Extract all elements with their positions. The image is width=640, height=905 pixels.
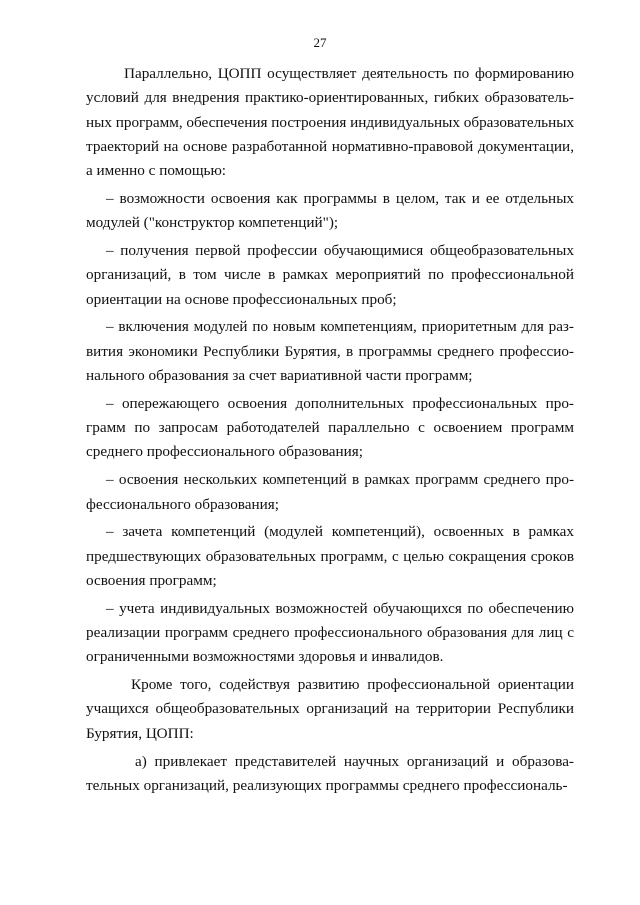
document-body [86,62,574,798]
text-line: учащихся общеобразовательных организаций на территории Республики [86,700,574,718]
text-line: – получения первой профессии обучающимися общеобразовательных [106,242,574,260]
text-line: – зачета компетенций (модулей компетенций), освоенных в рамках [106,523,574,541]
text-line: – возможности освоения как программы в целом, так и ее отдельных [106,189,574,207]
paragraph [86,239,574,312]
text-line: Параллельно, ЦОПП осуществляет деятельность по формированию [124,65,574,82]
text-line: модулей ("конструктор компетенций"); [86,214,339,232]
text-line: условий для внедрения практико-ориентированных, гибких образователь- [86,89,574,107]
paragraph [86,673,574,746]
paragraph [86,392,574,465]
text-line: среднего профессионального образования; [86,443,363,461]
text-line: ориентации на основе профессиональных проб; [86,290,397,308]
paragraph [86,597,574,670]
text-line: – опережающего освоения дополнительных профессиональных про- [106,394,574,412]
text-line: – учета индивидуальных возможностей обучающихся по обеспечению [106,599,574,617]
paragraph [86,315,574,388]
text-line: траекторий на основе разработанной нормативно-правовой документации, [86,137,574,155]
text-line: а именно с помощью: [86,162,227,180]
text-line: грамм по запросам работодателей параллельно с освоением программ [86,419,574,437]
paragraph [86,62,574,183]
text-line: – освоения нескольких компетенций в рамках программ среднего про- [106,471,574,489]
text-line: – включения модулей по новым компетенциям, приоритетным для раз- [106,318,574,336]
text-line: тельных организаций, реализующих программы среднего профессиональ- [86,776,568,794]
page-number: 27 [313,35,327,50]
text-line: реализации программ среднего профессионального образования для лиц с [86,624,574,642]
text-line: предшествующих образовательных программ, с целью сокращения сроков [86,547,574,565]
text-line: ограниченными возможностями здоровья и инвалидов. [86,648,444,666]
paragraph [86,468,574,517]
text-line: фессионального образования; [86,495,279,513]
text-line: Кроме того, содействуя развитию профессиональной ориентации [131,676,574,694]
text-line: освоения программ; [86,571,217,589]
paragraph [86,187,574,236]
text-line: организаций, в том числе в рамках мероприятий по профессиональной [86,266,574,284]
text-line: Бурятия, ЦОПП: [86,724,194,742]
paragraph [86,750,574,799]
paragraph [86,520,574,593]
text-line: нального образования за счет вариативной части программ; [86,367,473,385]
text-line: вития экономики Республики Бурятия, в программы среднего профессио- [86,342,574,360]
text-line: а) привлекает представителей научных организаций и образова- [135,752,574,770]
text-line: ных программ, обеспечения построения индивидуальных образовательных [86,113,575,131]
